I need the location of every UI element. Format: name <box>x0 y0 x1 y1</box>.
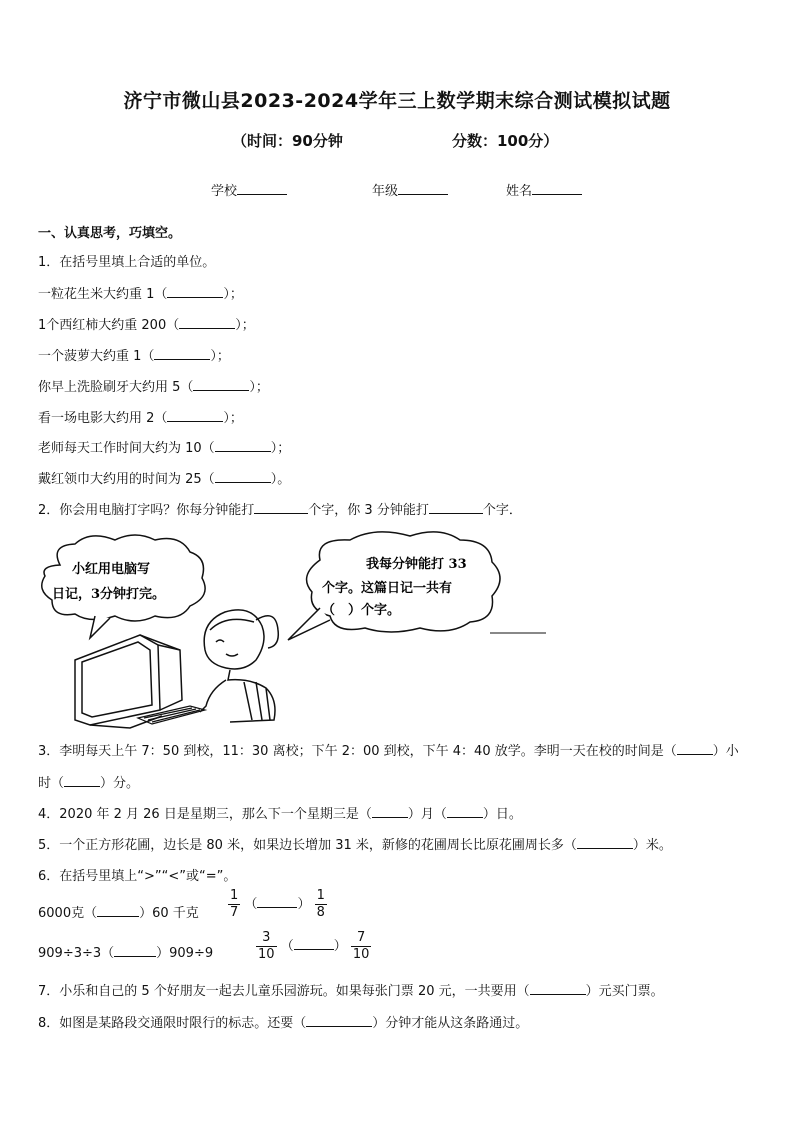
exam-score: 分数：100分） <box>452 132 559 150</box>
q1-item-text: 老师每天工作时间大约为 10（ <box>38 441 215 456</box>
left-bubble-line-2: 日记，3分钟打完。 <box>52 587 166 602</box>
q1-item-text: ）； <box>223 287 243 302</box>
q1-item <box>38 345 230 364</box>
q8-text: 8．如图是某路段交通限时限行的标志。还要（ <box>38 1016 307 1031</box>
name-field <box>506 180 582 199</box>
right-bubble-line-3: （ ）个字。 <box>322 603 401 618</box>
right-bubble-line-1: 我每分钟能打 33 <box>366 557 467 572</box>
q6-text: 6000克（ <box>38 906 98 921</box>
q3-text: ）小 <box>712 744 739 759</box>
q1-item <box>38 283 243 302</box>
q1-item <box>38 468 290 487</box>
q6-row-2a <box>38 942 213 961</box>
answer-blank[interactable] <box>154 347 210 360</box>
denominator: 7 <box>230 905 239 920</box>
q6-text: （ <box>280 939 294 954</box>
q5 <box>38 834 672 853</box>
computer-monitor <box>75 635 182 728</box>
answer-blank[interactable] <box>257 895 297 908</box>
answer-blank[interactable] <box>114 944 156 957</box>
name-label: 姓名 <box>506 184 533 199</box>
q1-item-text: 一粒花生米大约重 1（ <box>38 287 168 302</box>
q6-row-2b <box>256 930 371 963</box>
q4-text: ）日。 <box>482 807 522 822</box>
answer-blank[interactable] <box>97 904 139 917</box>
q3-line-1 <box>38 740 739 759</box>
q8-text: ）分钟才能从这条路通过。 <box>372 1016 529 1031</box>
q1-item-text: ）； <box>210 349 230 364</box>
section-heading: 一、认真思考，巧填空。 <box>38 226 182 241</box>
grade-blank[interactable] <box>398 182 448 195</box>
q1-item <box>38 407 243 426</box>
answer-blank[interactable] <box>215 470 271 483</box>
answer-blank[interactable] <box>294 937 334 950</box>
school-label: 学校 <box>211 184 238 199</box>
school-blank[interactable] <box>237 182 287 195</box>
q6-text: ） <box>333 939 347 954</box>
q3-line-2 <box>38 772 139 791</box>
answer-blank[interactable] <box>530 982 586 995</box>
q3-text: 时（ <box>38 776 65 791</box>
q6-row-1b <box>228 888 327 921</box>
numerator: 1 <box>316 888 325 903</box>
fraction <box>351 930 372 963</box>
q7 <box>38 980 664 999</box>
q3-text: ）分。 <box>100 776 140 791</box>
q6-text: ） <box>297 897 311 912</box>
grade-field <box>372 180 448 199</box>
q1-item <box>38 437 290 456</box>
q2-text: 个字． <box>482 503 522 518</box>
denominator: 10 <box>258 947 275 962</box>
fraction <box>256 930 277 963</box>
exam-time: （时间：90分钟 <box>232 132 343 150</box>
q4-text: ）月（ <box>407 807 447 822</box>
q1-item-text: 一个菠萝大约重 1（ <box>38 349 155 364</box>
q6-text: ）909÷9 <box>156 946 214 961</box>
name-blank[interactable] <box>532 182 582 195</box>
answer-blank[interactable] <box>372 805 408 818</box>
q1-item-text: ）； <box>249 380 269 395</box>
q3-text: 3．李明每天上午 7：50 到校，11：30 离校；下午 2：00 到校，下午 4：40 放学。李明一天在校的时间是（ <box>38 744 677 759</box>
school-field <box>211 180 287 199</box>
answer-blank[interactable] <box>577 836 633 849</box>
answer-blank[interactable] <box>677 742 713 755</box>
page-title: 济宁市微山县2023-2024学年三上数学期末综合测试模拟试题 <box>123 90 671 112</box>
q1-item <box>38 314 255 333</box>
q1-item-text: ）。 <box>270 472 291 487</box>
q2-illustration <box>30 530 560 730</box>
answer-blank[interactable] <box>306 1014 372 1027</box>
denominator: 8 <box>316 905 325 920</box>
q2-text: 2．你会用电脑打字吗？你每分钟能打 <box>38 503 255 518</box>
q1-item-text: ）； <box>235 318 255 333</box>
grade-label: 年级 <box>372 184 399 199</box>
q1-item-text: ）； <box>270 441 291 456</box>
fraction <box>228 888 240 921</box>
right-bubble-line-2: 个字。这篇日记一共有 <box>322 581 453 596</box>
q1-item-text: ）； <box>223 411 243 426</box>
q7-text: 7．小乐和自己的 5 个好朋友一起去儿童乐园游玩。如果每张门票 20 元，一共要用（ <box>38 984 530 999</box>
q5-text: ）米。 <box>632 838 672 853</box>
q1-item-text: 你早上洗脸刷牙大约用 5（ <box>38 380 194 395</box>
fraction <box>315 888 327 921</box>
answer-blank[interactable] <box>167 409 223 422</box>
answer-blank[interactable] <box>215 439 271 452</box>
numerator: 3 <box>256 930 277 947</box>
q6-text: （ <box>244 897 258 912</box>
answer-blank[interactable] <box>179 316 235 329</box>
denominator: 10 <box>352 947 370 962</box>
answer-blank[interactable] <box>429 501 483 514</box>
q2-text: 个字，你 3 分钟能打 <box>308 503 429 518</box>
q4-text: 4．2020 年 2 月 26 日是星期三，那么下一个星期三是（ <box>38 807 372 822</box>
q1-stem: 1．在括号里填上合适的单位。 <box>38 255 216 270</box>
q4 <box>38 803 522 822</box>
q6-stem: 6．在括号里填上“>”“<”或“=”。 <box>38 869 237 884</box>
q6-row-1a <box>38 902 199 921</box>
q5-text: 5．一个正方形花圃，边长是 80 米，如果边长增加 31 米，新修的花圃周长比原花圃周长多（ <box>38 838 577 853</box>
numerator: 7 <box>351 930 372 947</box>
q8 <box>38 1012 528 1031</box>
answer-blank[interactable] <box>167 285 223 298</box>
q1-item <box>38 376 269 395</box>
q7-text: ）元买门票。 <box>585 984 664 999</box>
q1-item-text: 1个西红柿大约重 200（ <box>38 318 180 333</box>
q2-stem <box>38 499 522 518</box>
left-speech-bubble <box>42 535 205 621</box>
q6-text: ）60 千克 <box>139 906 199 921</box>
answer-blank[interactable] <box>193 378 249 391</box>
answer-blank[interactable] <box>447 805 483 818</box>
numerator: 1 <box>230 888 239 903</box>
q1-item-text: 戴红领巾大约用的时间为 25（ <box>38 472 215 487</box>
answer-blank[interactable] <box>254 501 308 514</box>
girl-figure <box>200 610 278 722</box>
q1-item-text: 看一场电影大约用 2（ <box>38 411 168 426</box>
answer-blank[interactable] <box>64 774 100 787</box>
left-bubble-line-1: 小红用电脑写 <box>72 562 151 577</box>
q6-text: 909÷3÷3（ <box>38 946 115 961</box>
